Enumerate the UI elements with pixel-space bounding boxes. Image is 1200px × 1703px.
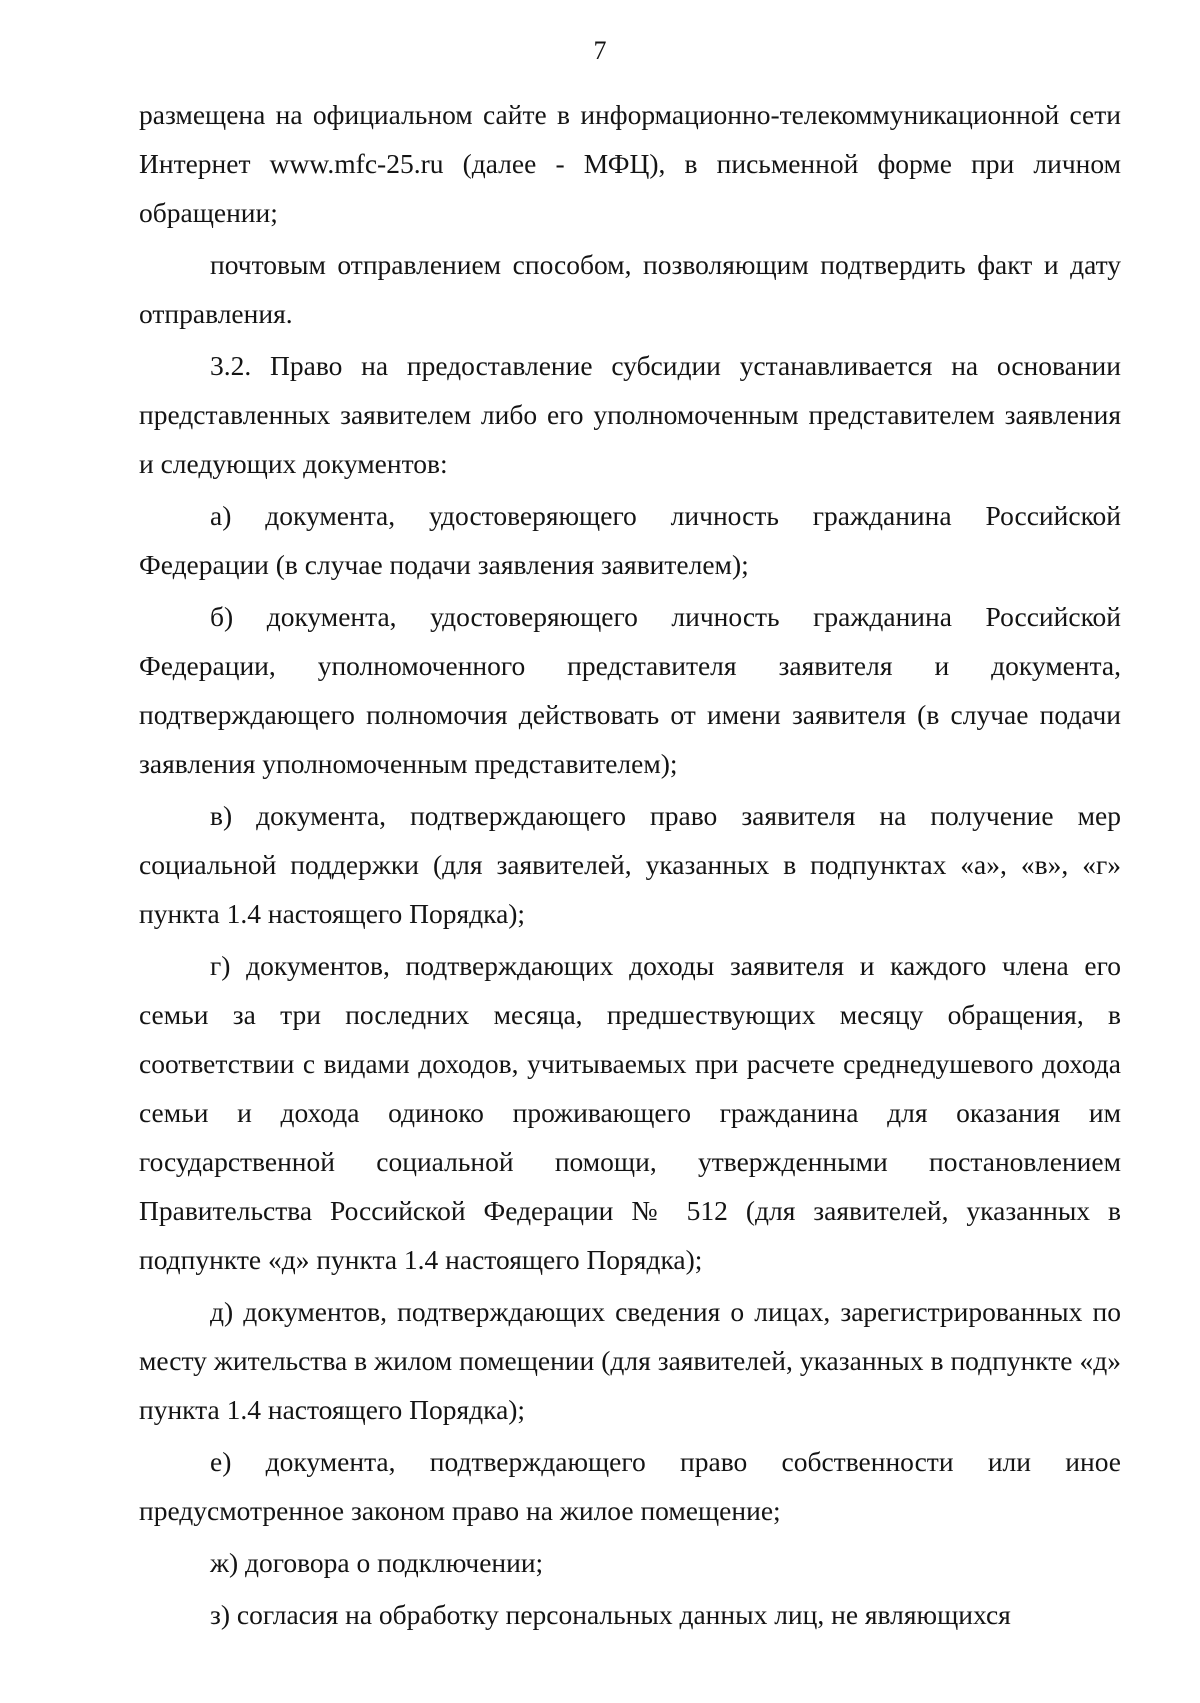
- paragraph-item-b: б) документа, удостоверяющего личность гражданина Российской Федерации, уполномоченного представителя заявителя и документа, подтверждающего полномочия действовать от имени заявителя (в случае подачи заявления уполномоченным представителем);: [139, 601, 1121, 779]
- paragraph-item-a: а) документа, удостоверяющего личность гражданина Российской Федерации (в случае подачи заявления заявителем);: [139, 500, 1121, 580]
- paragraph-item-v: в) документа, подтверждающего право заявителя на получение мер социальной поддержки (для заявителей, указанных в подпунктах «а», «в», «г» пункта 1.4 настоящего Порядка);: [139, 800, 1121, 929]
- paragraph-postal-delivery: почтовым отправлением способом, позволяющим подтвердить факт и дату отправления.: [139, 249, 1121, 329]
- paragraph-3-2-subsidy-right: 3.2. Право на предоставление субсидии устанавливается на основании представленных заявителем либо его уполномоченным представителем заявления и следующих документов:: [139, 350, 1121, 479]
- paragraph-item-e: е) документа, подтверждающего право собственности или иное предусмотренное законом право на жилое помещение;: [139, 1446, 1121, 1526]
- page-number: 7: [593, 36, 607, 65]
- paragraph-mfc-website: размещена на официальном сайте в информационно-телекоммуникационной сети Интернет www.mfc-25.ru (далее - МФЦ), в письменной форме при личном обращении;: [139, 99, 1121, 228]
- document-body: [139, 90, 1121, 1639]
- paragraph-item-zh: ж) договора о подключении;: [210, 1547, 544, 1578]
- paragraph-item-z: з) согласия на обработку персональных данных лиц, не являющихся: [210, 1599, 1011, 1630]
- paragraph-item-d: д) документов, подтверждающих сведения о лицах, зарегистрированных по месту жительства в жилом помещении (для заявителей, указанных в подпункте «д» пункта 1.4 настоящего Порядка);: [139, 1296, 1121, 1425]
- paragraph-item-g: г) документов, подтверждающих доходы заявителя и каждого члена его семьи за три последних месяца, предшествующих месяцу обращения, в соответствии с видами доходов, учитываемых при расчете среднедушевого дохода семьи и дохода одиноко проживающего гражданина для оказания им государственной социальной помощи, утвержденными постановлением Правительства Российской Федерации № 512 (для заявителей, указанных в подпункте «д» пункта 1.4 настоящего Порядка);: [139, 950, 1121, 1275]
